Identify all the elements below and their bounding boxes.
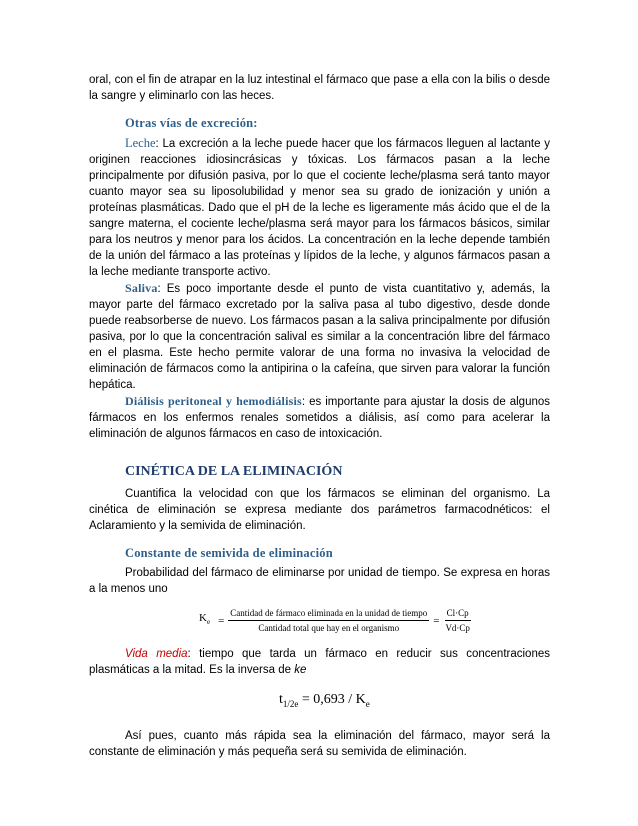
formula-ke xyxy=(199,607,550,634)
formula-equals: = xyxy=(218,614,225,627)
paragraph-conclusion: Así pues, cuanto más rápida sea la eliminación del fármaco, mayor será la constante de eliminación y más pequeña será su semivida de eliminación. xyxy=(89,729,550,758)
formula-cl-numerator: Cl·Cp xyxy=(445,607,471,621)
term-leche: Leche xyxy=(125,136,156,150)
term-vida-media: Vida media xyxy=(125,648,188,660)
term-saliva: Saliva xyxy=(125,281,158,295)
paragraph-cinetica: Cuantifica la velocidad con que los fármacos se eliminan del organismo. La cinética de eliminación se expresa mediante dos parámetros farmacodnéticos: el Aclaramiento y la semivida de eliminación. xyxy=(89,488,550,532)
text-ke: ke xyxy=(294,664,307,676)
paragraph-constante: Probabilidad del fármaco de eliminarse por unidad de tiempo. Se expresa en horas a la menos uno xyxy=(89,567,550,595)
page-content xyxy=(89,72,550,760)
heading-cinetica: CINÉTICA DE LA ELIMINACIÓN xyxy=(125,464,343,479)
paragraph-saliva xyxy=(89,280,550,393)
text-vida-media: : tiempo que tarda un fármaco en reducir sus concentraciones plasmáticas a la mitad. Es la inversa de xyxy=(89,648,550,676)
formula-cl-denominator: Vd·Cp xyxy=(445,623,470,633)
formula-cl-fraction xyxy=(443,607,472,634)
text-dialisis: : es importante para ajustar la dosis de algunos fármacos en los enfermos renales sometidos a diálisis, así como para acelerar la eliminación de algunos fármacos en caso de intoxicación. xyxy=(89,396,551,440)
formula-equals-2: = xyxy=(433,614,440,627)
paragraph-bilis: oral, con el fin de atrapar en la luz intestinal el fármaco que pase a ella con la bilis o desde la sangre y eliminarlo con las heces. xyxy=(89,74,550,102)
formula-half-life: $t_{1/2e} = 0,693 / K_e$ xyxy=(279,692,370,709)
heading-constante: Constante de semivida de eliminación xyxy=(125,546,333,560)
paragraph-dialisis xyxy=(89,393,550,442)
formula-ke-fraction xyxy=(228,607,429,634)
paragraph-leche xyxy=(89,135,550,280)
formula-denominator: Cantidad total que hay en el organismo xyxy=(258,623,400,633)
term-dialisis: Diálisis peritoneal y hemodiálisis xyxy=(125,394,302,408)
paragraph-vida-media xyxy=(89,646,550,678)
heading-otras-vias: Otras vías de excreción: xyxy=(125,116,258,130)
text-saliva: : Es poco importante desde el punto de vista cuantitativo y, además, la mayor parte del fármaco excretado por la saliva pasa al tubo digestivo, desde donde puede reabsorberse de nuevo. Los fármacos pasan a la saliva principalmente por difusión pasiva, por lo que la concentración salival es similar a la concentración libre del fármaco en el plasma. Este hecho permite valorar de una forma no invasiva la velocidad de eliminación de fármacos como la antipirina o la cafeína, que sirven para valorar la función hepática. xyxy=(89,283,550,391)
formula-numerator: Cantidad de fármaco eliminada en la unidad de tiempo xyxy=(228,607,429,621)
formula-ke-lhs: $K_e$ xyxy=(199,612,211,627)
text-leche: : La excreción a la leche puede hacer que los fármacos lleguen al lactante y originen reacciones idiosincrásicas y tóxicas. Los fármacos pasan a la leche principalmente por difusión pasiva, por lo que el cociente leche/plasma será tanto mayor cuanto mayor sea su liposolubilidad y menor sea su grado de ionización y unión a proteínas plasmáticas. Dado que el pH de la leche es ligeramente más ácido que el de la sangre materna, el cociente leche/plasma será mayor para los fármacos básicos, similar para los neutros y menor para los ácidos. La concentración en la leche depende también de la unión del fármaco a las proteínas y lípidos de la leche, y algunos fármacos pasan a la leche mediante transporte activo. xyxy=(89,138,550,278)
